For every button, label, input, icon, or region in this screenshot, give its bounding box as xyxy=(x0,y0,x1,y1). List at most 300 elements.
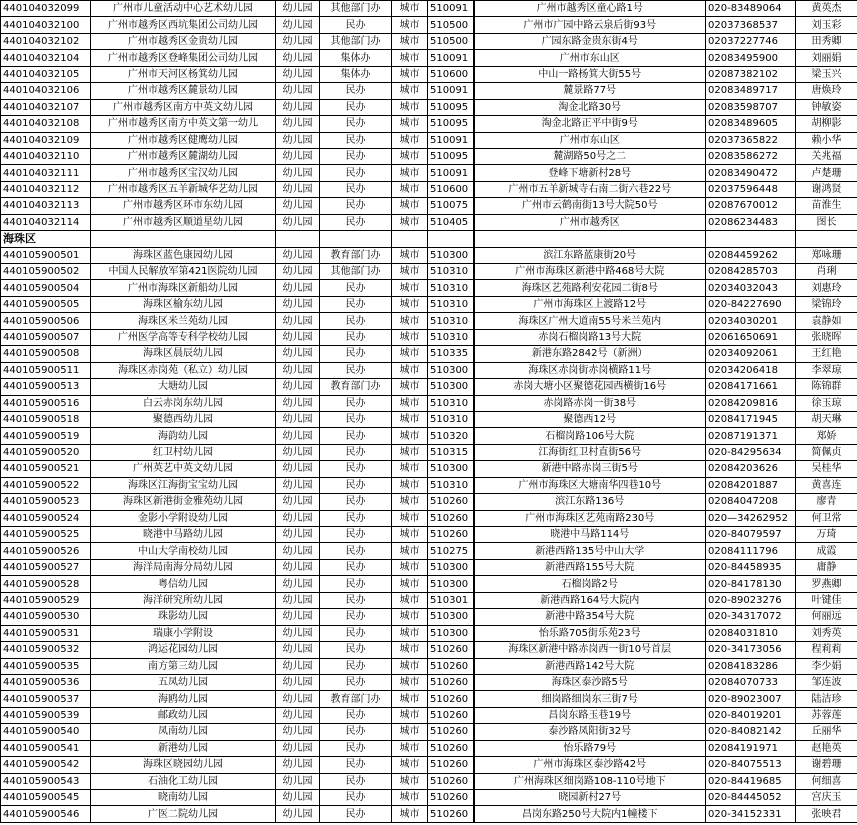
postcode-cell: 510310 xyxy=(428,296,474,312)
table-row xyxy=(1,674,857,690)
school-name-cell: 广医二院幼儿园 xyxy=(91,806,276,822)
organizer-cell: 民办 xyxy=(320,494,392,510)
section-empty-cell xyxy=(91,231,276,247)
school-code-cell: 440105900529 xyxy=(1,592,91,608)
organizer-cell: 民办 xyxy=(320,757,392,773)
contact-cell: 徐玉琼 xyxy=(796,395,857,411)
table-row xyxy=(1,395,857,411)
table-row xyxy=(1,757,857,773)
school-code-cell: 440105900508 xyxy=(1,346,91,362)
phone-cell: 020-84082142 xyxy=(706,724,796,740)
contact-cell: 王红艳 xyxy=(796,346,857,362)
school-code-cell: 440104032106 xyxy=(1,83,91,99)
school-name-cell: 广州医学高等专科学校幼儿园 xyxy=(91,329,276,345)
school-name-cell: 海洋研究所幼儿园 xyxy=(91,592,276,608)
organizer-cell: 民办 xyxy=(320,559,392,575)
area-cell: 城市 xyxy=(392,806,428,822)
address-cell: 石榴岗路106号大院 xyxy=(474,428,706,444)
school-code-cell: 440104032105 xyxy=(1,66,91,82)
area-cell: 城市 xyxy=(392,494,428,510)
school-code-cell: 440105900526 xyxy=(1,543,91,559)
contact-cell: 胡柳影 xyxy=(796,116,857,132)
school-type-cell: 幼儿园 xyxy=(276,740,320,756)
organizer-cell: 教育部门办 xyxy=(320,247,392,263)
table-row xyxy=(1,346,857,362)
organizer-cell: 民办 xyxy=(320,428,392,444)
organizer-cell: 教育部门办 xyxy=(320,691,392,707)
school-name-cell: 鸿运花园幼儿园 xyxy=(91,642,276,658)
table-row xyxy=(1,428,857,444)
area-cell: 城市 xyxy=(392,83,428,99)
school-name-cell: 广州市海珠区新船幼儿园 xyxy=(91,280,276,296)
phone-cell: 020-84178130 xyxy=(706,576,796,592)
table-row xyxy=(1,444,857,460)
organizer-cell: 民办 xyxy=(320,674,392,690)
phone-cell: 020-84227690 xyxy=(706,296,796,312)
school-code-cell: 440105900502 xyxy=(1,264,91,280)
school-name-cell: 广州市越秀区健鹰幼儿园 xyxy=(91,132,276,148)
section-empty-cell xyxy=(796,231,857,247)
school-type-cell: 幼儿园 xyxy=(276,527,320,543)
school-name-cell: 海珠区晨辰幼儿园 xyxy=(91,346,276,362)
table-row xyxy=(1,411,857,427)
postcode-cell: 510300 xyxy=(428,247,474,263)
phone-cell: 020-84295634 xyxy=(706,444,796,460)
table-row xyxy=(1,247,857,263)
phone-cell: 02034030201 xyxy=(706,313,796,329)
phone-cell: 02083495900 xyxy=(706,50,796,66)
table-row xyxy=(1,658,857,674)
table-row xyxy=(1,543,857,559)
area-cell: 城市 xyxy=(392,740,428,756)
phone-cell: 02087382102 xyxy=(706,66,796,82)
contact-cell: 何细喜 xyxy=(796,773,857,789)
organizer-cell: 其他部门办 xyxy=(320,264,392,280)
organizer-cell: 民办 xyxy=(320,313,392,329)
contact-cell: 梁玉兴 xyxy=(796,66,857,82)
table-row xyxy=(1,214,857,230)
phone-cell: 020-84458935 xyxy=(706,559,796,575)
school-type-cell: 幼儿园 xyxy=(276,658,320,674)
section-empty-cell xyxy=(706,231,796,247)
area-cell: 城市 xyxy=(392,543,428,559)
area-cell: 城市 xyxy=(392,724,428,740)
school-name-cell: 广州市天河区杨箕幼儿园 xyxy=(91,66,276,82)
organizer-cell: 民办 xyxy=(320,806,392,822)
contact-cell: 何丽远 xyxy=(796,609,857,625)
postcode-cell: 510260 xyxy=(428,773,474,789)
phone-cell: 02084191971 xyxy=(706,740,796,756)
address-cell: 晓港中马路114号 xyxy=(474,527,706,543)
area-cell: 城市 xyxy=(392,296,428,312)
phone-cell: 020-84445052 xyxy=(706,790,796,806)
phone-cell: 02083586272 xyxy=(706,148,796,164)
postcode-cell: 510500 xyxy=(428,33,474,49)
address-cell: 泰沙路凤阳街32号 xyxy=(474,724,706,740)
organizer-cell: 民办 xyxy=(320,527,392,543)
address-cell: 海珠区广州大道南55号米兰苑内 xyxy=(474,313,706,329)
contact-cell: 赖小华 xyxy=(796,132,857,148)
school-code-cell: 440105900501 xyxy=(1,247,91,263)
organizer-cell: 民办 xyxy=(320,198,392,214)
school-type-cell: 幼儿园 xyxy=(276,724,320,740)
postcode-cell: 510310 xyxy=(428,280,474,296)
phone-cell: 02034206418 xyxy=(706,362,796,378)
table-row xyxy=(1,576,857,592)
phone-cell: 02087670012 xyxy=(706,198,796,214)
area-cell: 城市 xyxy=(392,214,428,230)
school-name-cell: 海珠区赤岗苑（私立）幼儿园 xyxy=(91,362,276,378)
school-name-cell: 邮政幼儿园 xyxy=(91,707,276,723)
school-type-cell: 幼儿园 xyxy=(276,510,320,526)
organizer-cell: 民办 xyxy=(320,510,392,526)
postcode-cell: 510260 xyxy=(428,740,474,756)
address-cell: 石榴岗路2号 xyxy=(474,576,706,592)
area-cell: 城市 xyxy=(392,609,428,625)
area-cell: 城市 xyxy=(392,461,428,477)
organizer-cell: 民办 xyxy=(320,773,392,789)
phone-cell: 02037596448 xyxy=(706,181,796,197)
area-cell: 城市 xyxy=(392,379,428,395)
postcode-cell: 510260 xyxy=(428,790,474,806)
area-cell: 城市 xyxy=(392,116,428,132)
school-type-cell: 幼儿园 xyxy=(276,198,320,214)
organizer-cell: 民办 xyxy=(320,214,392,230)
postcode-cell: 510075 xyxy=(428,198,474,214)
address-cell: 中山一路杨箕大街55号 xyxy=(474,66,706,82)
area-cell: 城市 xyxy=(392,674,428,690)
area-cell: 城市 xyxy=(392,510,428,526)
table-row xyxy=(1,707,857,723)
organizer-cell: 民办 xyxy=(320,181,392,197)
school-name-cell: 海珠区江海街宝宝幼儿园 xyxy=(91,477,276,493)
organizer-cell: 其他部门办 xyxy=(320,1,392,17)
phone-cell: 020-34317072 xyxy=(706,609,796,625)
postcode-cell: 510300 xyxy=(428,625,474,641)
postcode-cell: 510310 xyxy=(428,395,474,411)
contact-cell: 刘惠玲 xyxy=(796,280,857,296)
contact-cell: 刘秀英 xyxy=(796,625,857,641)
school-name-cell: 广州市越秀区南方中英文幼儿园 xyxy=(91,99,276,115)
postcode-cell: 510600 xyxy=(428,181,474,197)
postcode-cell: 510405 xyxy=(428,214,474,230)
postcode-cell: 510300 xyxy=(428,461,474,477)
postcode-cell: 510260 xyxy=(428,806,474,822)
contact-cell: 肖琍 xyxy=(796,264,857,280)
area-cell: 城市 xyxy=(392,329,428,345)
school-type-cell: 幼儿园 xyxy=(276,625,320,641)
address-cell: 广园东路金贵东街4号 xyxy=(474,33,706,49)
organizer-cell: 集体办 xyxy=(320,66,392,82)
postcode-cell: 510260 xyxy=(428,691,474,707)
phone-cell: 02084047208 xyxy=(706,494,796,510)
organizer-cell: 民办 xyxy=(320,99,392,115)
school-name-cell: 中国人民解放军第421医院幼儿园 xyxy=(91,264,276,280)
school-name-cell: 广州市越秀区五羊新城华艺幼儿园 xyxy=(91,181,276,197)
area-cell: 城市 xyxy=(392,99,428,115)
school-code-cell: 440104032112 xyxy=(1,181,91,197)
school-code-cell: 440105900532 xyxy=(1,642,91,658)
school-name-cell: 海珠区晓园幼儿园 xyxy=(91,757,276,773)
table-row xyxy=(1,461,857,477)
address-cell: 滨江东路蓝康街20号 xyxy=(474,247,706,263)
phone-cell: 020-84075513 xyxy=(706,757,796,773)
phone-cell: 02084285703 xyxy=(706,264,796,280)
contact-cell: 图长 xyxy=(796,214,857,230)
phone-cell: 02084459262 xyxy=(706,247,796,263)
address-cell: 广州市海珠区泰沙路42号 xyxy=(474,757,706,773)
table-row xyxy=(1,116,857,132)
table-row xyxy=(1,264,857,280)
school-type-cell: 幼儿园 xyxy=(276,773,320,789)
school-name-cell: 广州市越秀区金贵幼儿园 xyxy=(91,33,276,49)
contact-cell: 叶键佳 xyxy=(796,592,857,608)
contact-cell: 庸静 xyxy=(796,559,857,575)
area-cell: 城市 xyxy=(392,66,428,82)
school-type-cell: 幼儿园 xyxy=(276,543,320,559)
table-row xyxy=(1,1,857,17)
organizer-cell: 民办 xyxy=(320,790,392,806)
address-cell: 广州市海珠区上渡路12号 xyxy=(474,296,706,312)
table-row xyxy=(1,527,857,543)
contact-cell: 钟敏姿 xyxy=(796,99,857,115)
school-type-cell: 幼儿园 xyxy=(276,17,320,33)
postcode-cell: 510260 xyxy=(428,527,474,543)
address-cell: 新港西路142号大院 xyxy=(474,658,706,674)
table-row xyxy=(1,559,857,575)
contact-cell: 苏蓉莲 xyxy=(796,707,857,723)
address-cell: 赤岗大塘小区聚德花园西横街16号 xyxy=(474,379,706,395)
phone-cell: 02084171945 xyxy=(706,411,796,427)
school-name-cell: 红卫村幼儿园 xyxy=(91,444,276,460)
table-row xyxy=(1,740,857,756)
school-name-cell: 大塘幼儿园 xyxy=(91,379,276,395)
postcode-cell: 510091 xyxy=(428,83,474,99)
school-name-cell: 凤南幼儿园 xyxy=(91,724,276,740)
table-row xyxy=(1,165,857,181)
school-code-cell: 440104032108 xyxy=(1,116,91,132)
organizer-cell: 民办 xyxy=(320,83,392,99)
school-code-cell: 440104032109 xyxy=(1,132,91,148)
area-cell: 城市 xyxy=(392,477,428,493)
school-name-cell: 海鸥幼儿园 xyxy=(91,691,276,707)
postcode-cell: 510091 xyxy=(428,50,474,66)
school-code-cell: 440105900520 xyxy=(1,444,91,460)
school-code-cell: 440104032107 xyxy=(1,99,91,115)
table-row xyxy=(1,132,857,148)
school-type-cell: 幼儿园 xyxy=(276,214,320,230)
school-name-cell: 南方第三幼儿园 xyxy=(91,658,276,674)
table-row xyxy=(1,329,857,345)
phone-cell: 02084203626 xyxy=(706,461,796,477)
section-empty-cell xyxy=(320,231,392,247)
contact-cell: 李翠琼 xyxy=(796,362,857,378)
contact-cell: 谢碧珊 xyxy=(796,757,857,773)
area-cell: 城市 xyxy=(392,50,428,66)
contact-cell: 宫庆玉 xyxy=(796,790,857,806)
phone-cell: 020-83489064 xyxy=(706,1,796,17)
address-cell: 麓景路77号 xyxy=(474,83,706,99)
area-cell: 城市 xyxy=(392,527,428,543)
address-cell: 广州市东山区 xyxy=(474,50,706,66)
school-code-cell: 440105900506 xyxy=(1,313,91,329)
table-row xyxy=(1,50,857,66)
organizer-cell: 民办 xyxy=(320,477,392,493)
postcode-cell: 510320 xyxy=(428,428,474,444)
organizer-cell: 民办 xyxy=(320,411,392,427)
school-name-cell: 珠影幼儿园 xyxy=(91,609,276,625)
school-type-cell: 幼儿园 xyxy=(276,806,320,822)
phone-cell: 02037365822 xyxy=(706,132,796,148)
postcode-cell: 510260 xyxy=(428,510,474,526)
table-row xyxy=(1,806,857,822)
school-name-cell: 海韵幼儿园 xyxy=(91,428,276,444)
postcode-cell: 510310 xyxy=(428,329,474,345)
phone-cell: 02083598707 xyxy=(706,99,796,115)
organizer-cell: 民办 xyxy=(320,17,392,33)
school-code-cell: 440105900516 xyxy=(1,395,91,411)
contact-cell: 邹连波 xyxy=(796,674,857,690)
address-cell: 登峰下塘新村28号 xyxy=(474,165,706,181)
school-type-cell: 幼儿园 xyxy=(276,132,320,148)
contact-cell: 成霞 xyxy=(796,543,857,559)
area-cell: 城市 xyxy=(392,165,428,181)
area-cell: 城市 xyxy=(392,691,428,707)
school-type-cell: 幼儿园 xyxy=(276,642,320,658)
address-cell: 广州市五羊新城寺右南二街六巷22号 xyxy=(474,181,706,197)
postcode-cell: 510260 xyxy=(428,642,474,658)
school-type-cell: 幼儿园 xyxy=(276,674,320,690)
contact-cell: 廖青 xyxy=(796,494,857,510)
postcode-cell: 510310 xyxy=(428,411,474,427)
postcode-cell: 510260 xyxy=(428,674,474,690)
organizer-cell: 民办 xyxy=(320,658,392,674)
table-row xyxy=(1,148,857,164)
postcode-cell: 510275 xyxy=(428,543,474,559)
area-cell: 城市 xyxy=(392,395,428,411)
address-cell: 江海街红卫村直街56号 xyxy=(474,444,706,460)
table-row xyxy=(1,379,857,395)
organizer-cell: 其他部门办 xyxy=(320,33,392,49)
school-type-cell: 幼儿园 xyxy=(276,428,320,444)
contact-cell: 刘丽娟 xyxy=(796,50,857,66)
school-type-cell: 幼儿园 xyxy=(276,116,320,132)
area-cell: 城市 xyxy=(392,198,428,214)
organizer-cell: 民办 xyxy=(320,576,392,592)
school-type-cell: 幼儿园 xyxy=(276,444,320,460)
postcode-cell: 510260 xyxy=(428,494,474,510)
organizer-cell: 民办 xyxy=(320,132,392,148)
area-cell: 城市 xyxy=(392,33,428,49)
postcode-cell: 510310 xyxy=(428,264,474,280)
postcode-cell: 510095 xyxy=(428,148,474,164)
area-cell: 城市 xyxy=(392,592,428,608)
school-name-cell: 广州英艺中英文幼儿园 xyxy=(91,461,276,477)
postcode-cell: 510301 xyxy=(428,592,474,608)
contact-cell: 苗淮生 xyxy=(796,198,857,214)
area-cell: 城市 xyxy=(392,428,428,444)
postcode-cell: 510300 xyxy=(428,559,474,575)
school-name-cell: 金影小学附设幼儿园 xyxy=(91,510,276,526)
school-name-cell: 聚德西幼儿园 xyxy=(91,411,276,427)
postcode-cell: 510300 xyxy=(428,379,474,395)
postcode-cell: 510300 xyxy=(428,362,474,378)
contact-cell: 丘丽华 xyxy=(796,724,857,740)
school-code-cell: 440104032100 xyxy=(1,17,91,33)
school-name-cell: 瑞康小学附设 xyxy=(91,625,276,641)
phone-cell: 02084031810 xyxy=(706,625,796,641)
phone-cell: 02087191371 xyxy=(706,428,796,444)
area-cell: 城市 xyxy=(392,658,428,674)
address-cell: 怡乐路79号 xyxy=(474,740,706,756)
school-code-cell: 440104032102 xyxy=(1,33,91,49)
school-name-cell: 海珠区米兰苑幼儿园 xyxy=(91,313,276,329)
school-type-cell: 幼儿园 xyxy=(276,461,320,477)
table-row xyxy=(1,181,857,197)
school-name-cell: 粤信幼儿园 xyxy=(91,576,276,592)
contact-cell: 唐焕玲 xyxy=(796,83,857,99)
organizer-cell: 民办 xyxy=(320,148,392,164)
area-cell: 城市 xyxy=(392,444,428,460)
organizer-cell: 民办 xyxy=(320,724,392,740)
school-code-cell: 440104032099 xyxy=(1,1,91,17)
organizer-cell: 民办 xyxy=(320,280,392,296)
contact-cell: 关兆福 xyxy=(796,148,857,164)
contact-cell: 黄英杰 xyxy=(796,1,857,17)
contact-cell: 刘玉彩 xyxy=(796,17,857,33)
contact-cell: 郑娇 xyxy=(796,428,857,444)
school-code-cell: 440105900518 xyxy=(1,411,91,427)
school-type-cell: 幼儿园 xyxy=(276,362,320,378)
table-row xyxy=(1,724,857,740)
phone-cell: 02061650691 xyxy=(706,329,796,345)
contact-cell: 袁静如 xyxy=(796,313,857,329)
postcode-cell: 510300 xyxy=(428,576,474,592)
postcode-cell: 510600 xyxy=(428,66,474,82)
school-name-cell: 海珠区新港街金雅苑幼儿园 xyxy=(91,494,276,510)
address-cell: 细岗路细岗东三街7号 xyxy=(474,691,706,707)
table-row xyxy=(1,198,857,214)
school-code-cell: 440105900541 xyxy=(1,740,91,756)
school-type-cell: 幼儿园 xyxy=(276,148,320,164)
phone-cell: 020-84419685 xyxy=(706,773,796,789)
postcode-cell: 510315 xyxy=(428,444,474,460)
phone-cell: 020-34152331 xyxy=(706,806,796,822)
school-name-cell: 中山大学南校幼儿园 xyxy=(91,543,276,559)
school-code-cell: 440105900531 xyxy=(1,625,91,641)
contact-cell: 程莉莉 xyxy=(796,642,857,658)
school-type-cell: 幼儿园 xyxy=(276,790,320,806)
school-name-cell: 广州市越秀区环市东幼儿园 xyxy=(91,198,276,214)
phone-cell: 02084201887 xyxy=(706,477,796,493)
organizer-cell: 民办 xyxy=(320,543,392,559)
school-name-cell: 海珠区蓝色康园幼儿园 xyxy=(91,247,276,263)
table-row xyxy=(1,280,857,296)
postcode-cell: 510091 xyxy=(428,165,474,181)
school-code-cell: 440105900522 xyxy=(1,477,91,493)
school-type-cell: 幼儿园 xyxy=(276,181,320,197)
table-row xyxy=(1,642,857,658)
contact-cell: 梁锦玲 xyxy=(796,296,857,312)
address-cell: 广州市越秀区童心路1号 xyxy=(474,1,706,17)
school-code-cell: 440105900524 xyxy=(1,510,91,526)
school-name-cell: 广州市越秀区麓湖幼儿园 xyxy=(91,148,276,164)
school-code-cell: 440105900507 xyxy=(1,329,91,345)
school-name-cell: 广州市越秀区顺道星幼儿园 xyxy=(91,214,276,230)
contact-cell: 张晓晖 xyxy=(796,329,857,345)
school-code-cell: 440105900519 xyxy=(1,428,91,444)
postcode-cell: 510091 xyxy=(428,132,474,148)
